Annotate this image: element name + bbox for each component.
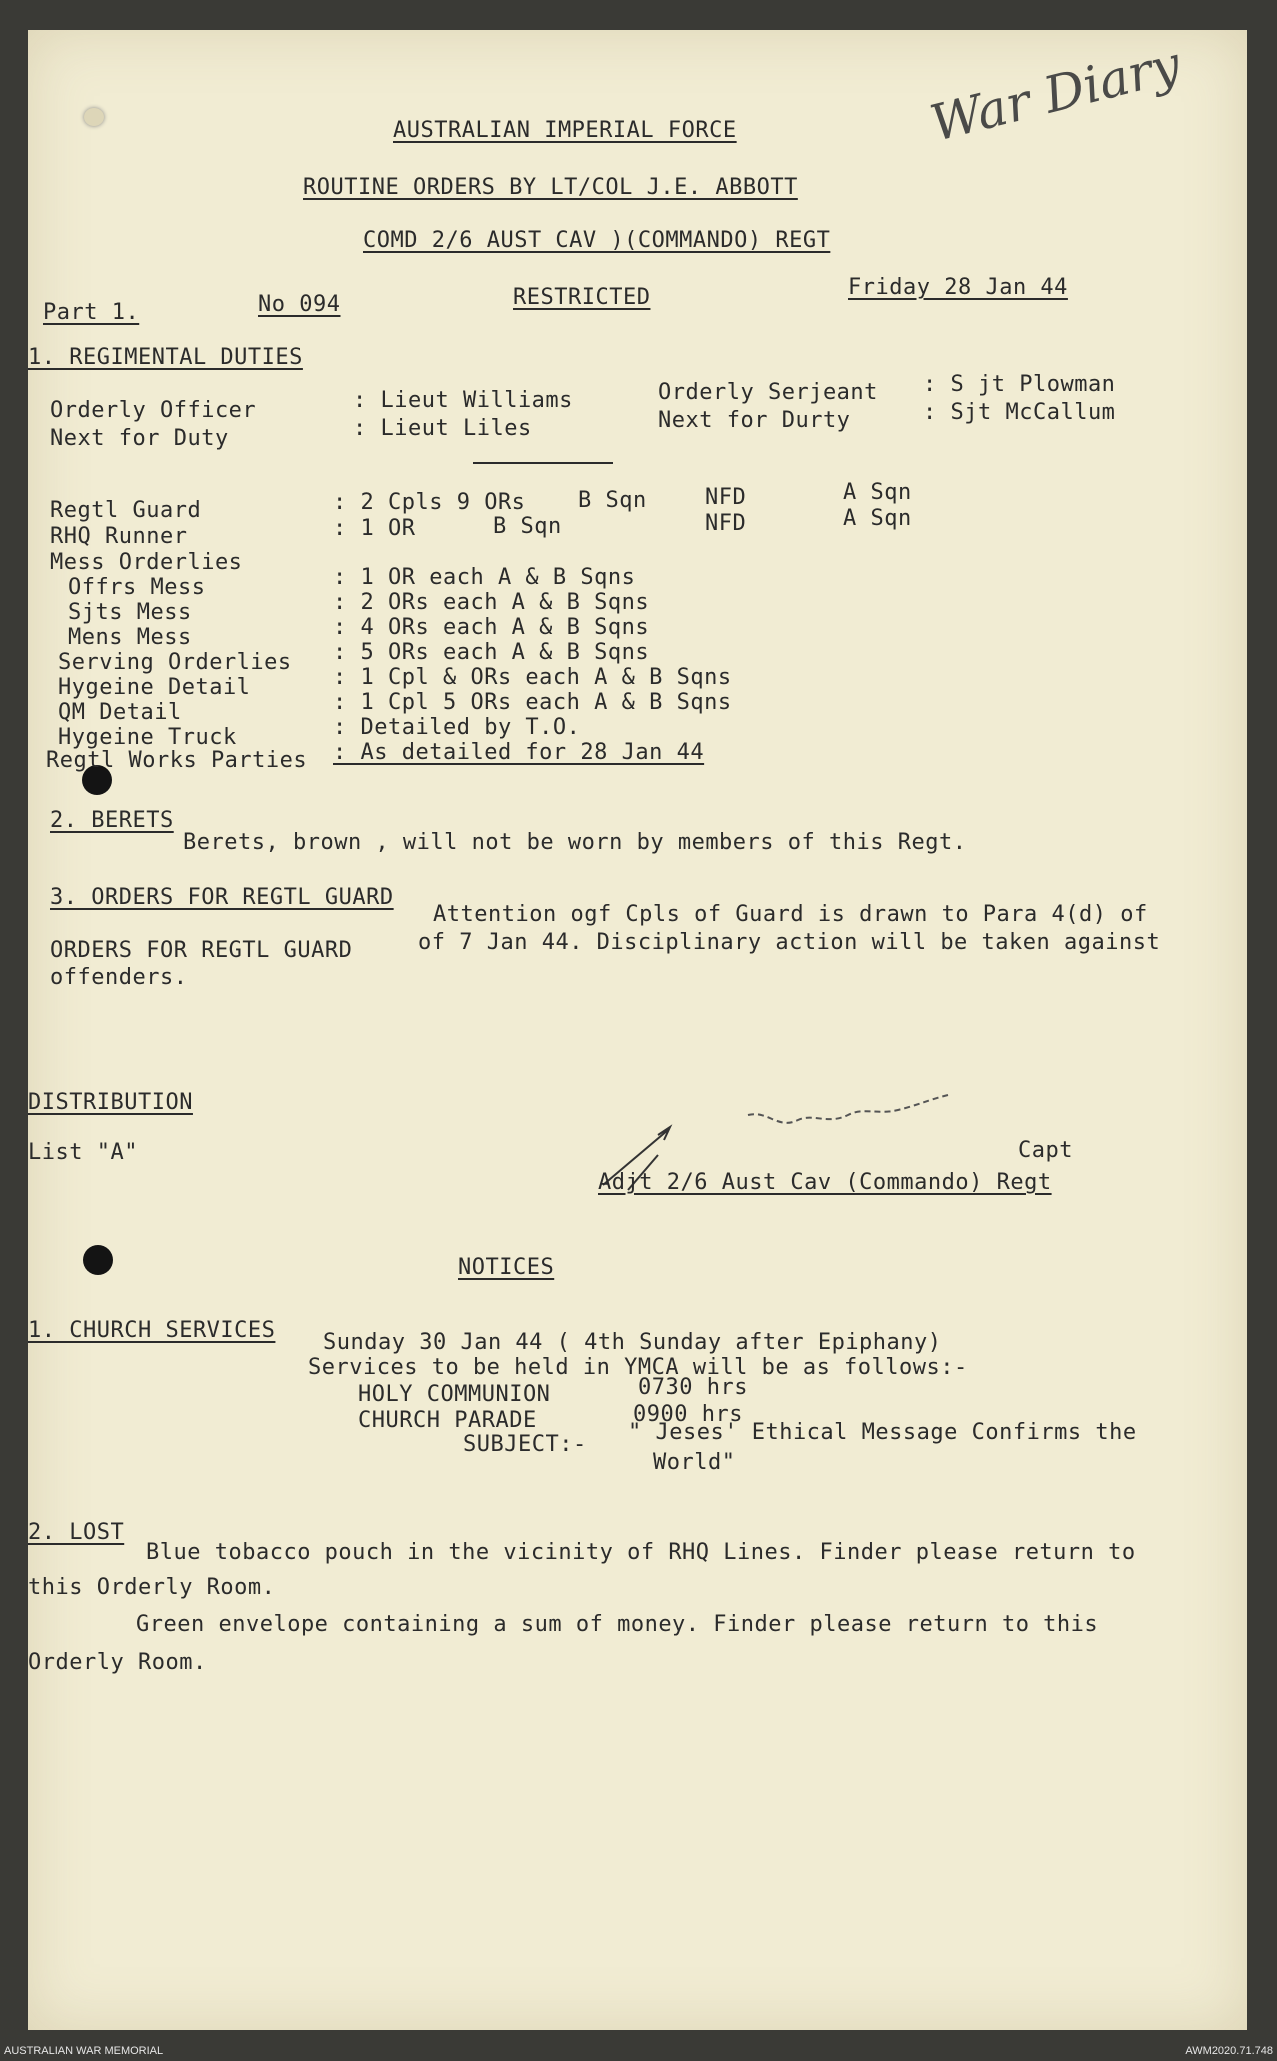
duty-label: Hygeine Truck xyxy=(58,725,237,750)
header-line-1: AUSTRALIAN IMPERIAL FORCE xyxy=(393,118,737,143)
order-number: No 094 xyxy=(258,292,341,317)
officer-label: Orderly Officer xyxy=(50,398,257,423)
restriction-label: RESTRICTED xyxy=(513,285,651,310)
duty-value: : 5 ORs each A & B Sqns xyxy=(333,640,650,665)
runner-label: RHQ Runner xyxy=(50,524,188,549)
punch-hole xyxy=(83,1245,113,1275)
church-item1-label: HOLY COMMUNION xyxy=(358,1382,551,1407)
section2-title: 2. BERETS xyxy=(50,808,174,833)
lost-para1-line2: this Orderly Room. xyxy=(28,1575,276,1600)
lost-para2-line2: Orderly Room. xyxy=(28,1650,207,1675)
section3-title: 3. ORDERS FOR REGTL GUARD xyxy=(50,885,394,910)
officer-value: : Lieut Williams xyxy=(353,388,573,413)
section3-line1: Attention ogf Cpls of Guard is drawn to Para 4(d) of xyxy=(433,902,1148,927)
mess-orderlies-label: Mess Orderlies xyxy=(50,550,243,575)
lost-title: 2. LOST xyxy=(28,1520,125,1545)
church-title: 1. CHURCH SERVICES xyxy=(28,1318,276,1343)
runner-nfd: NFD xyxy=(705,511,747,536)
duty-value: : 4 ORs each A & B Sqns xyxy=(333,615,650,640)
duty-label: Regtl Works Parties xyxy=(46,748,308,773)
duty-value: : Detailed by T.O. xyxy=(333,715,581,740)
next-officer-label: Next for Duty xyxy=(50,426,229,451)
next-serjeant-label: Next for Durty xyxy=(658,408,851,433)
serjeant-label: Orderly Serjeant xyxy=(658,380,878,405)
footer-source: AUSTRALIAN WAR MEMORIAL xyxy=(4,2045,164,2057)
church-subject-line1: " Jeses' Ethical Message Confirms the xyxy=(628,1420,1137,1445)
duty-value: : As detailed for 28 Jan 44 xyxy=(333,740,705,765)
church-subject-line2: World" xyxy=(653,1450,736,1475)
guard-next-sqn: A Sqn xyxy=(843,480,912,505)
guard-sqn: B Sqn xyxy=(578,488,647,513)
guard-label: Regtl Guard xyxy=(50,498,202,523)
section3-line3: offenders. xyxy=(50,965,188,990)
part-label: Part 1. xyxy=(43,300,140,325)
church-line2: Services to be held in YMCA will be as follows:- xyxy=(308,1355,968,1380)
runner-next-sqn: A Sqn xyxy=(843,506,912,531)
signature-rank: Capt xyxy=(1018,1138,1073,1163)
duty-label: Hygeine Detail xyxy=(58,675,251,700)
serjeant-value: : S jt Plowman xyxy=(923,372,1116,397)
footer-accession: AWM2020.71.748 xyxy=(1185,2045,1273,2057)
order-date: Friday 28 Jan 44 xyxy=(848,275,1068,300)
duty-label: Serving Orderlies xyxy=(58,650,292,675)
church-item2-label: CHURCH PARADE xyxy=(358,1408,537,1433)
duty-value: : 2 ORs each A & B Sqns xyxy=(333,590,650,615)
handwritten-note: War Diary xyxy=(924,35,1186,153)
document-page xyxy=(28,30,1247,2030)
guard-value: : 2 Cpls 9 ORs xyxy=(333,490,526,515)
duty-value: : 1 OR each A & B Sqns xyxy=(333,565,636,590)
church-item1-value: 0730 hrs xyxy=(638,1375,748,1400)
section1-title: 1. REGIMENTAL DUTIES xyxy=(28,345,303,370)
church-subject-label: SUBJECT:- xyxy=(463,1432,587,1457)
runner-sqn: B Sqn xyxy=(493,514,562,539)
duty-label: Offrs Mess xyxy=(68,575,206,600)
runner-value: : 1 OR xyxy=(333,516,416,541)
header-line-2: ROUTINE ORDERS BY LT/COL J.E. ABBOTT xyxy=(303,175,798,200)
lost-para1-line1: Blue tobacco pouch in the vicinity of RHQ Lines. Finder please return to xyxy=(146,1540,1136,1565)
section3-line2-label: ORDERS FOR REGTL GUARD xyxy=(50,938,353,963)
distribution-list: List "A" xyxy=(28,1140,138,1165)
duty-value: : 1 Cpl 5 ORs each A & B Sqns xyxy=(333,690,732,715)
section3-line2: of 7 Jan 44. Disciplinary action will be taken against xyxy=(418,930,1161,955)
guard-nfd: NFD xyxy=(705,485,747,510)
church-line1: Sunday 30 Jan 44 ( 4th Sunday after Epiphany) xyxy=(323,1330,942,1355)
duty-label: QM Detail xyxy=(58,700,182,725)
divider-rule xyxy=(473,462,613,464)
notices-title: NOTICES xyxy=(458,1255,555,1280)
duty-value: : 1 Cpl & ORs each A & B Sqns xyxy=(333,665,732,690)
distribution-title: DISTRIBUTION xyxy=(28,1090,193,1115)
duty-label: Sjts Mess xyxy=(68,600,192,625)
duty-label: Mens Mess xyxy=(68,625,192,650)
next-serjeant-value: : Sjt McCallum xyxy=(923,400,1116,425)
signature-appointment: Adjt 2/6 Aust Cav (Commando) Regt xyxy=(598,1170,1052,1195)
lost-para2-line1: Green envelope containing a sum of money. Finder please return to this xyxy=(136,1612,1099,1637)
next-officer-value: : Lieut Liles xyxy=(353,416,532,441)
header-line-3: COMD 2/6 AUST CAV )(COMMANDO) REGT xyxy=(363,228,831,253)
punch-hole xyxy=(84,108,104,126)
church-item2-value: 0900 hrs xyxy=(633,1402,743,1427)
section2-text: Berets, brown , will not be worn by members of this Regt. xyxy=(183,830,967,855)
